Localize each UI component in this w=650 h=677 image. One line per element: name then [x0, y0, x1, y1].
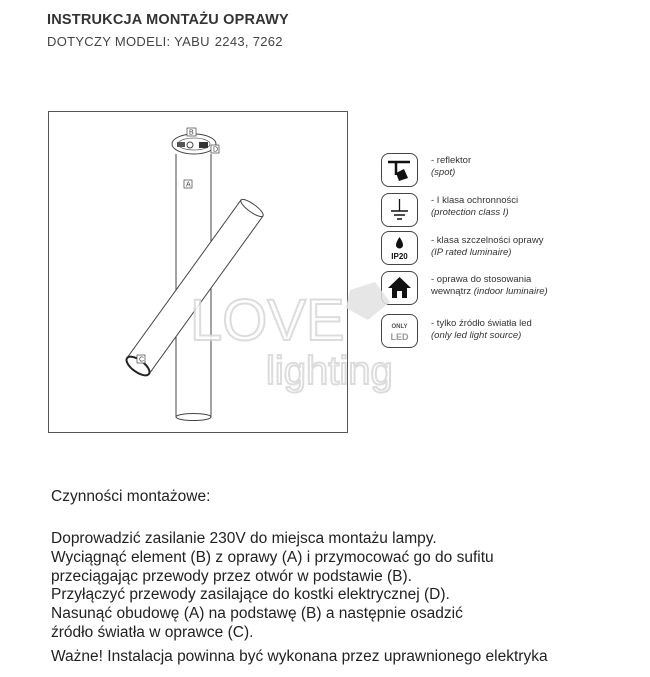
models-label: DOTYCZY MODELI: YABU: [47, 34, 210, 49]
legend-ground: [431, 195, 518, 219]
legend-ground-en: (protection class I): [431, 207, 509, 218]
spot-icon: [381, 153, 418, 187]
legend-indoor-en: (indoor luminaire): [473, 286, 548, 297]
models-numbers: 2243, 7262: [214, 34, 283, 49]
legend-spot-pl: - reflektor: [431, 155, 472, 166]
instructions-title: Czynności montażowe:: [51, 488, 211, 505]
warning-text: Ważne! Instalacja powinna być wykonana przez uprawnionego elektryka: [51, 648, 548, 665]
only-led-bottom: LED: [390, 332, 409, 342]
instruction-line: Wyciągnąć element (B) z oprawy (A) i przymocować go do sufitu: [51, 548, 494, 566]
instruction-lines: [51, 530, 494, 643]
models-line: [47, 34, 283, 49]
legend-indoor-pl2: wewnątrz: [431, 286, 472, 297]
legend-led: [431, 318, 532, 342]
legend-ip20-pl: - klasa szczelności oprawy: [431, 235, 544, 246]
label-b: B: [189, 129, 194, 137]
label-a: A: [186, 181, 191, 189]
legend-led-en: (only led light source): [431, 330, 522, 341]
watermark-bottom: lighting: [266, 349, 393, 393]
legend-ground-pl: - I klasa ochronności: [431, 195, 519, 206]
watermark: [190, 280, 420, 400]
instruction-line: Przyłączyć przewody zasilające do kostki elektrycznej (D).: [51, 586, 450, 604]
ip20-badge: IP20: [391, 252, 408, 261]
document-title: INSTRUKCJA MONTAŻU OPRAWY: [47, 12, 289, 28]
only-led-top: ONLY: [391, 324, 408, 330]
label-d: D: [213, 146, 219, 154]
legend-ip20-en: (IP rated luminaire): [431, 247, 512, 258]
ground-icon: [381, 193, 418, 227]
legend-ip20: [431, 235, 543, 259]
ip20-icon: [381, 231, 418, 265]
legend-spot: [431, 155, 471, 179]
legend-indoor-pl: - oprawa do stosowania: [431, 274, 532, 285]
instruction-line: Doprowadzić zasilanie 230V do miejsca montażu lampy.: [51, 530, 437, 547]
label-c: C: [139, 356, 145, 364]
ceiling-base: [172, 128, 219, 154]
watermark-top: LOVE: [190, 288, 345, 353]
legend-led-pl: - tylko źródło światła led: [431, 318, 532, 329]
instruction-line: Nasunąć obudowę (A) na podstawę (B) a następnie osadzić: [51, 605, 463, 623]
legend-spot-en: (spot): [431, 167, 456, 178]
instruction-line: przeciągając przewody przez otwór w podstawie (B).: [51, 567, 412, 585]
instruction-line: źródło światła w oprawce (C).: [51, 623, 254, 641]
legend-indoor: [431, 274, 548, 298]
